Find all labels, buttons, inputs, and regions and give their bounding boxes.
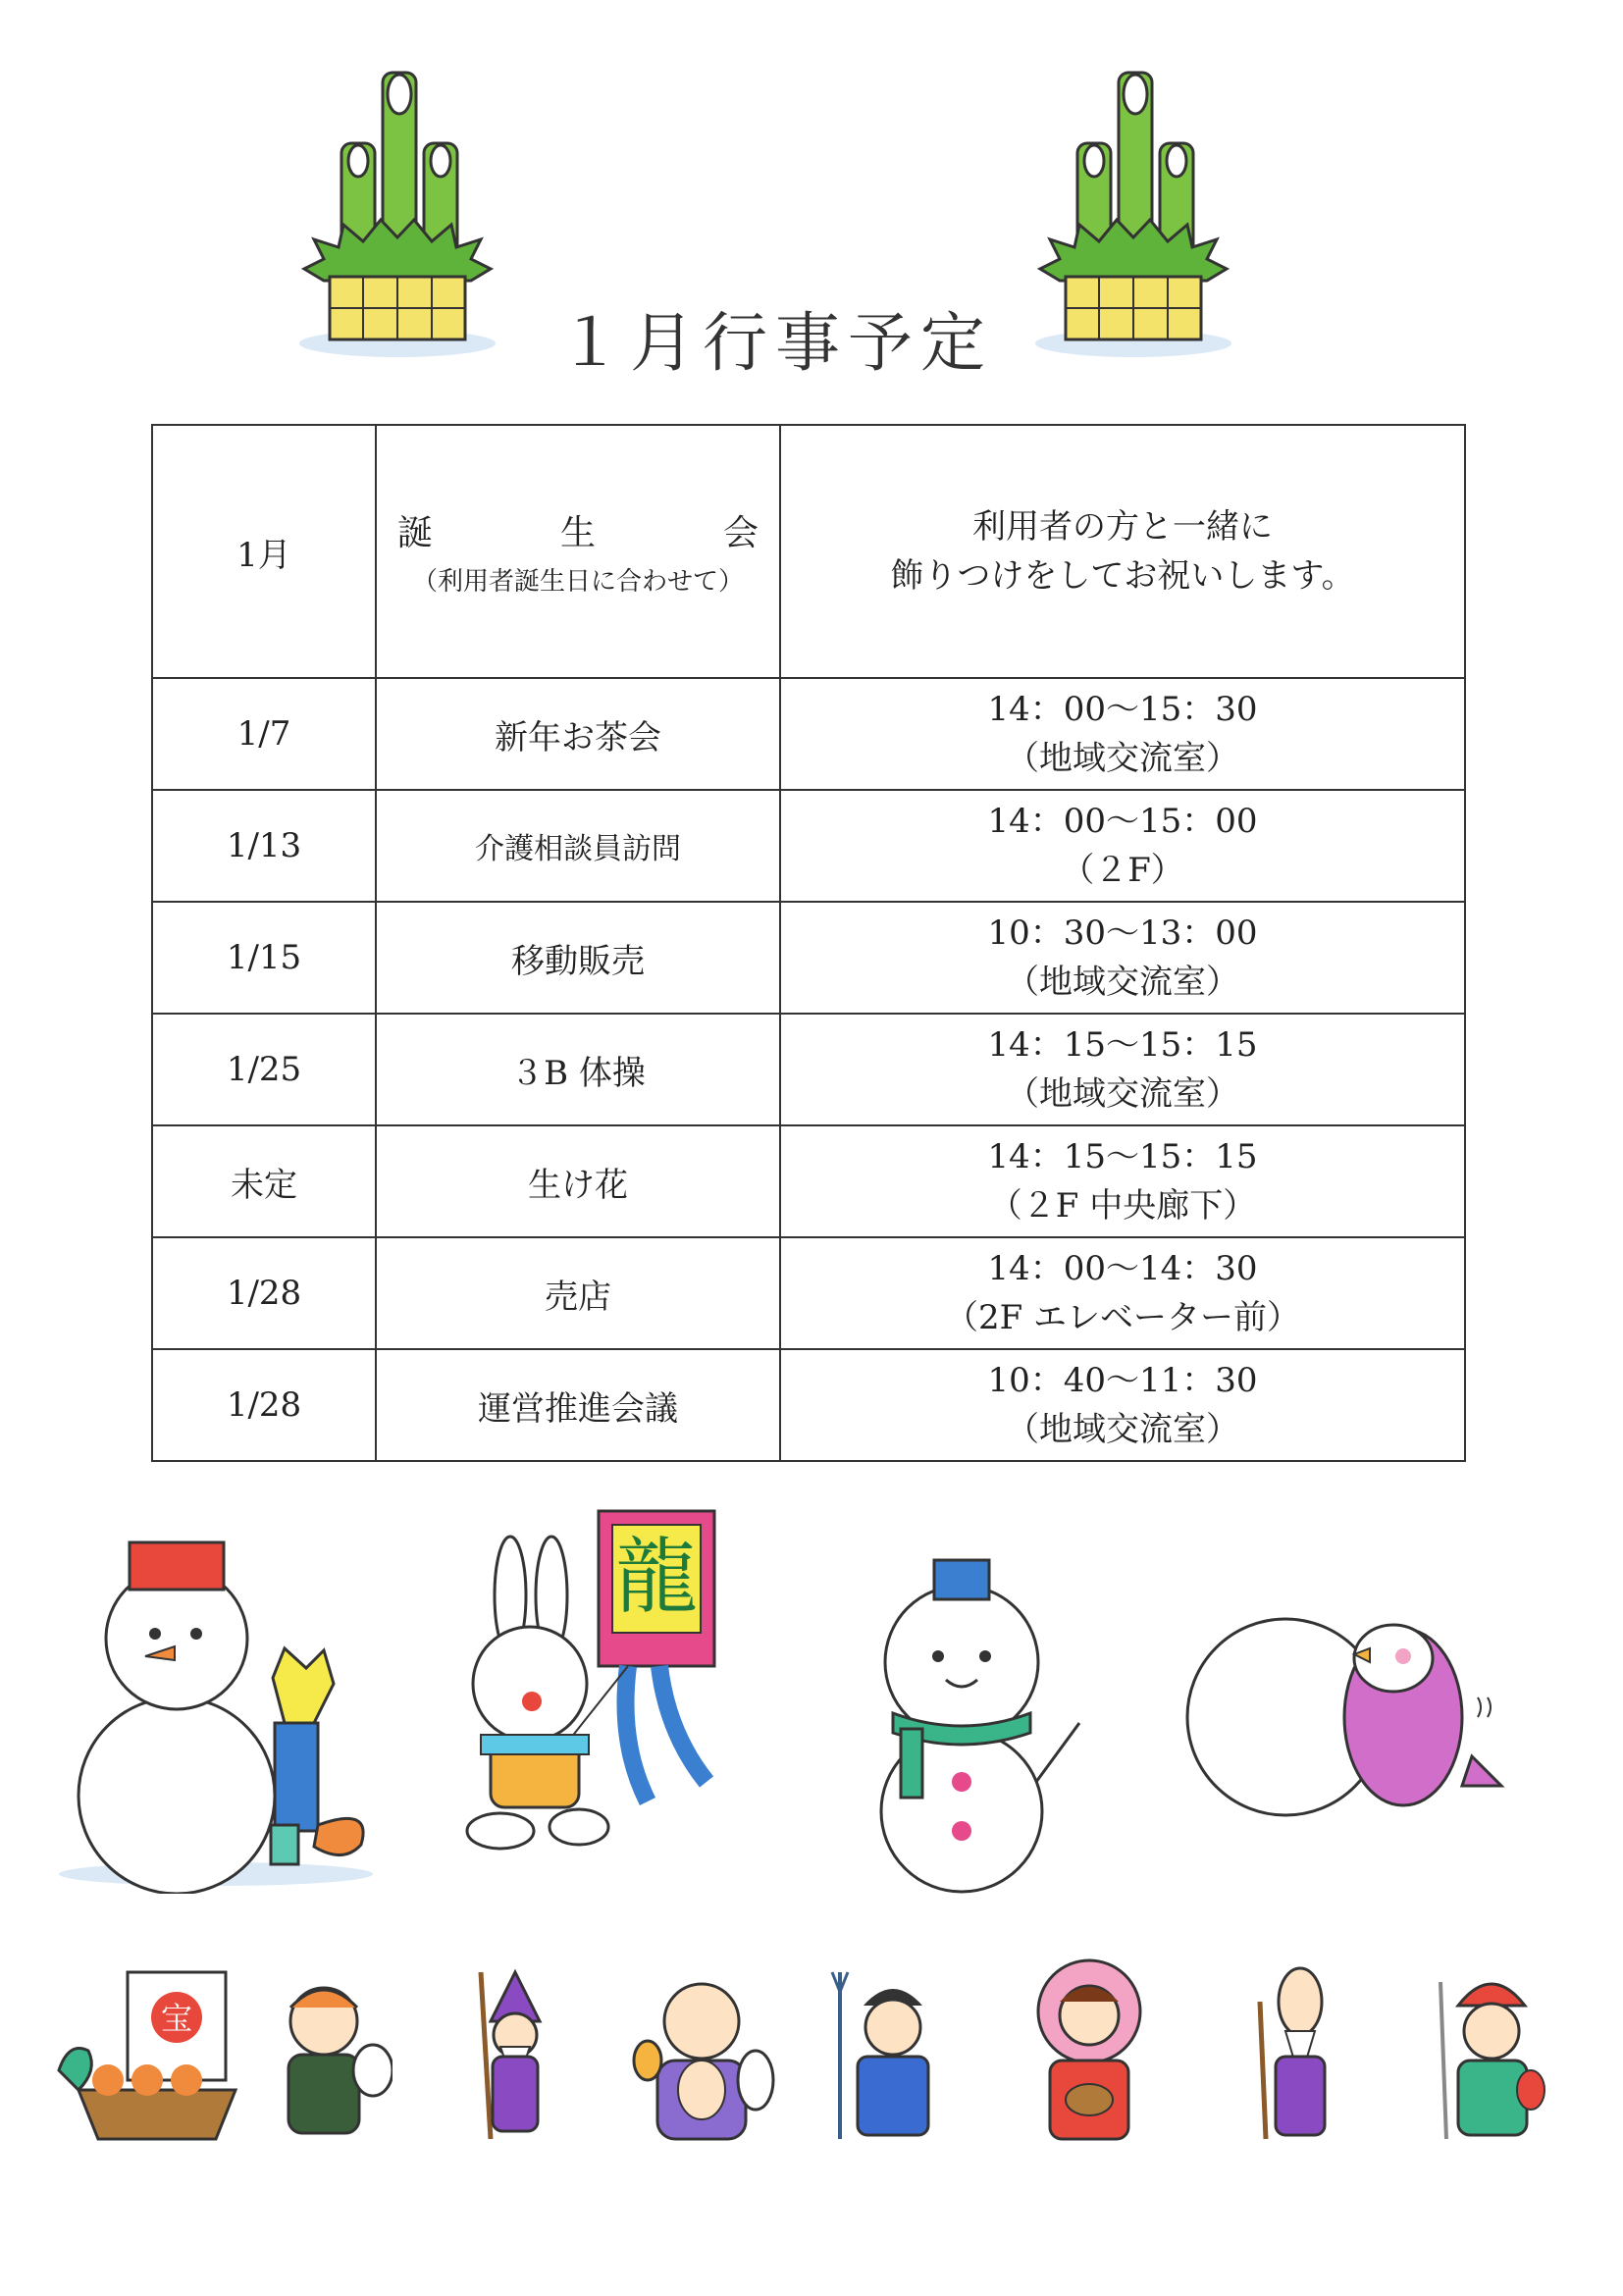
rabbit-kite-illustration <box>442 1507 756 1900</box>
lucky-god-hotei-illustration <box>628 1972 775 2149</box>
event-date: 未定 <box>152 1125 376 1237</box>
event-date: 1/25 <box>152 1014 376 1125</box>
event-name: 新年お茶会 <box>376 678 780 790</box>
snowman-fox-illustration <box>49 1531 383 1894</box>
event-name: 移動販売 <box>376 902 780 1014</box>
penguin-snowball-illustration <box>1178 1609 1511 1825</box>
event-detail <box>780 902 1465 1014</box>
event-name: 売店 <box>376 1237 780 1349</box>
event-place: （地域交流室） <box>1006 1074 1239 1114</box>
event-detail <box>780 1014 1465 1125</box>
lucky-god-fukurokuju-illustration <box>1246 1962 1354 2149</box>
lucky-god-ebisu-illustration <box>265 1972 393 2149</box>
table-row <box>152 1237 1465 1349</box>
treasure-ship-illustration <box>49 1962 245 2159</box>
event-place: （２F 中央廊下） <box>988 1186 1257 1226</box>
event-detail <box>780 425 1465 678</box>
table-row <box>152 678 1465 790</box>
event-place: （地域交流室） <box>1006 1410 1239 1449</box>
lucky-god-jurojin-illustration <box>461 1962 569 2149</box>
kite-character: 龍 <box>614 1529 699 1625</box>
event-name-char: 会 <box>722 513 759 553</box>
kadomatsu-left-illustration <box>294 63 500 357</box>
lucky-god-bishamonten-illustration <box>824 1962 952 2149</box>
event-name-char: 誕 <box>397 513 434 553</box>
event-detail <box>780 1125 1465 1237</box>
table-row <box>152 425 1465 678</box>
page-title: １月行事予定 <box>557 305 993 381</box>
event-date: 1/13 <box>152 790 376 902</box>
lucky-god-daikokuten-illustration <box>1423 1962 1550 2149</box>
ship-sail-character: 宝 <box>160 2000 193 2037</box>
event-time: 10：30～13：00 <box>987 913 1258 953</box>
event-name: ３B 体操 <box>376 1014 780 1125</box>
event-name <box>376 425 780 678</box>
event-time: 14：00～15：00 <box>987 802 1258 841</box>
event-detail <box>780 678 1465 790</box>
event-time: 14：15～15：15 <box>987 1137 1258 1176</box>
schedule-table <box>151 424 1466 1462</box>
table-row <box>152 1014 1465 1125</box>
event-place: （2F エレベーター前） <box>944 1298 1301 1337</box>
event-name: 運営推進会議 <box>376 1349 780 1461</box>
event-time: 10：40～11：30 <box>987 1361 1258 1400</box>
event-name: 介護相談員訪問 <box>376 790 780 902</box>
event-date: 1/15 <box>152 902 376 1014</box>
event-detail <box>780 790 1465 902</box>
event-date: 1/7 <box>152 678 376 790</box>
event-time: 14：15～15：15 <box>987 1025 1258 1065</box>
snowman-scarf-illustration <box>844 1546 1099 1900</box>
table-row <box>152 1349 1465 1461</box>
event-detail <box>780 1349 1465 1461</box>
table-row <box>152 902 1465 1014</box>
table-row <box>152 790 1465 902</box>
detail-line: 飾りつけをしてお祝いします。 <box>890 556 1355 596</box>
event-date: 1/28 <box>152 1237 376 1349</box>
event-place: （２F） <box>1061 851 1184 890</box>
detail-line: 利用者の方と一緒に <box>972 507 1273 547</box>
event-detail <box>780 1237 1465 1349</box>
event-time: 14：00～15：30 <box>987 690 1258 729</box>
event-note: （利用者誕生日に合わせて） <box>411 567 744 597</box>
kadomatsu-right-illustration <box>1030 63 1236 357</box>
event-time: 14：00～14：30 <box>987 1249 1258 1288</box>
event-date: 1/28 <box>152 1349 376 1461</box>
event-place: （地域交流室） <box>1006 739 1239 778</box>
table-row <box>152 1125 1465 1237</box>
lucky-god-benzaiten-illustration <box>1021 1953 1158 2149</box>
event-date: 1月 <box>152 425 376 678</box>
event-name-char: 生 <box>559 513 596 553</box>
event-name: 生け花 <box>376 1125 780 1237</box>
event-place: （地域交流室） <box>1006 963 1239 1002</box>
